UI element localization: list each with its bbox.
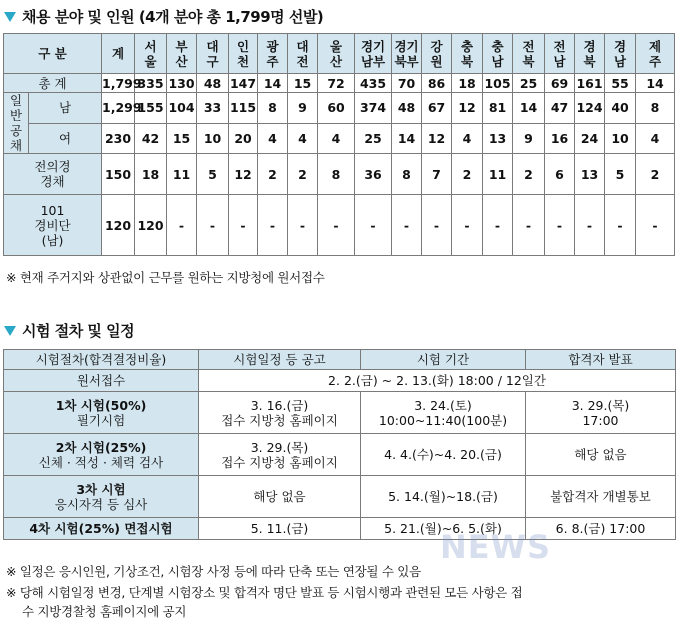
row-label-3: 전의경 경채 — [4, 154, 102, 195]
second-exam-label — [4, 434, 199, 476]
header-region-13: 충 남 — [483, 34, 513, 74]
cell-public-female-10: 12 — [422, 123, 452, 154]
cell-4-17: - — [605, 195, 636, 256]
cell-4-1: 120 — [102, 195, 135, 256]
cell-general-male-2: 104 — [167, 93, 197, 124]
header-region-2: 서 울 — [135, 34, 167, 74]
cell-3-9: 36 — [355, 154, 392, 195]
cell-total-8: 72 — [318, 74, 355, 93]
cell-total-10: 70 — [392, 74, 422, 93]
first-exam-result-time: 17:00 — [582, 412, 619, 428]
header-period: 시험 기간 — [361, 350, 526, 370]
header-region-7: 대 전 — [288, 34, 318, 74]
cell-general-male-9: 48 — [392, 93, 422, 124]
first-exam-period — [361, 392, 526, 434]
table1-header-row — [4, 34, 675, 74]
cell-public-female-0: 230 — [102, 123, 135, 154]
cell-total-16: 161 — [576, 75, 603, 91]
second-exam-period: 4. 4.(수)~4. 20.(금) — [361, 434, 526, 476]
cell-3-13: 11 — [483, 154, 513, 195]
cell-total-15: 69 — [545, 74, 575, 93]
cell-public-female-3: 10 — [197, 123, 229, 154]
table1-row-total — [4, 74, 675, 93]
cell-general-male-0: 1,299 — [102, 93, 135, 124]
cell-general-male-17: 8 — [636, 93, 675, 124]
header-region-14: 전 북 — [513, 34, 545, 74]
header-category: 구 분 — [4, 34, 102, 74]
cell-total-4: 48 — [197, 74, 229, 93]
header-region-5: 인 천 — [229, 34, 258, 74]
cell-4-11: - — [422, 195, 452, 256]
cell-public-female-14: 16 — [545, 123, 575, 154]
cell-total-13: 105 — [484, 75, 511, 91]
cell-public-female-5: 4 — [258, 123, 288, 154]
cell-public-female-16: 10 — [605, 123, 636, 154]
section2-title-text: 시험 절차 및 일정 — [22, 322, 135, 340]
cell-4-3: - — [167, 195, 197, 256]
row-label-general: 일반 공채 — [4, 93, 29, 154]
fourth-exam-label: 4차 시험(25%) 면접시험 — [4, 518, 199, 540]
cell-3-18: 2 — [636, 154, 675, 195]
header-region-6: 광 주 — [258, 34, 288, 74]
cell-public-female-1: 42 — [135, 123, 167, 154]
first-exam-label-line2: 필기시험 — [76, 412, 126, 428]
cell-general-male-10: 67 — [422, 93, 452, 124]
cell-3-17: 5 — [605, 154, 636, 195]
header-region-16: 경 북 — [575, 34, 605, 74]
section2-title — [4, 320, 134, 341]
fourth-exam-period: 5. 21.(월)~6. 5.(화) — [361, 518, 526, 540]
cell-4-12: - — [452, 195, 483, 256]
cell-public-female-2: 15 — [167, 123, 197, 154]
cell-general-male-3: 33 — [197, 93, 229, 124]
cell-public-female-9: 14 — [392, 123, 422, 154]
header-region-8: 울 산 — [318, 34, 355, 74]
cell-4-7: - — [288, 195, 318, 256]
cell-public-female-4: 20 — [229, 123, 258, 154]
second-exam-result: 해당 없음 — [526, 434, 676, 476]
cell-total-3: 130 — [168, 75, 195, 91]
header-procedure: 시험절차(합격결정비율) — [4, 350, 199, 370]
table1-row-conscript — [4, 154, 675, 195]
fourth-exam-notice: 5. 11.(금) — [199, 518, 361, 540]
section1-title-text: 채용 분야 및 인원 (4개 분야 총 1,799명 선발) — [22, 8, 324, 26]
cell-4-13: - — [483, 195, 513, 256]
cell-general-male-6: 9 — [288, 93, 318, 124]
cell-general-male-15: 124 — [575, 93, 605, 124]
cell-total-11: 86 — [422, 74, 452, 93]
cell-4-2: 120 — [135, 195, 167, 256]
cell-3-12: 2 — [452, 154, 483, 195]
second-exam-notice-date: 3. 29.(목) — [250, 439, 309, 455]
table1-row-101-guard — [4, 195, 675, 256]
note-announcement-line1: ※ 당해 시험일정 변경, 단계별 시험장소 및 합격자 명단 발표 등 시험시행과 관련된 모든 사항은 접 — [6, 585, 523, 600]
second-exam-label-line2: 신체 · 적성 · 체력 검사 — [38, 454, 164, 470]
cell-total-14: 25 — [513, 74, 545, 93]
table2-row-second — [4, 434, 676, 476]
cell-3-3: 11 — [167, 154, 197, 195]
cell-3-6: 2 — [258, 154, 288, 195]
reception-label: 원서접수 — [4, 370, 199, 392]
cell-3-15: 6 — [545, 154, 575, 195]
third-exam-period: 5. 14.(월)~18.(금) — [361, 476, 526, 518]
cell-3-7: 2 — [288, 154, 318, 195]
first-exam-result — [526, 392, 676, 434]
cell-4-15: - — [545, 195, 575, 256]
cell-3-8: 8 — [318, 154, 355, 195]
header-region-3: 부 산 — [167, 34, 197, 74]
third-exam-result: 불합격자 개별통보 — [526, 476, 676, 518]
third-exam-label-line2: 응시자격 등 심사 — [54, 496, 148, 512]
note-application-anywhere: ※ 현재 주거지와 상관없이 근무를 원하는 지방청에 원서접수 — [6, 270, 325, 285]
first-exam-period-time: 10:00~11:40(100분) — [378, 412, 508, 428]
second-exam-notice-place: 접수 지방청 홈페이지 — [221, 454, 338, 470]
row-label-male: 남 — [29, 93, 102, 124]
recruitment-table — [3, 33, 675, 256]
row-label-4: 101 경비단 (남) — [4, 195, 102, 256]
cell-public-female-7: 4 — [318, 123, 355, 154]
triangle-bullet-icon — [4, 12, 16, 22]
table2-row-reception — [4, 370, 676, 392]
table2-row-first — [4, 392, 676, 434]
header-region-12: 충 북 — [452, 34, 483, 74]
first-exam-label-line1: 1차 시험(50%) — [55, 397, 147, 413]
cell-3-2: 18 — [135, 154, 167, 195]
section1-title — [4, 6, 323, 27]
table2-row-fourth — [4, 518, 676, 540]
header-region-17: 경 남 — [605, 34, 636, 74]
cell-total-9: 435 — [355, 74, 392, 93]
second-exam-notice — [199, 434, 361, 476]
cell-3-1: 150 — [102, 154, 135, 195]
note-schedule-change: ※ 일정은 응시인원, 기상조건, 시험장 사정 등에 따라 단축 또는 연장될 수 있음 — [6, 564, 421, 579]
table1-row-general-female — [4, 123, 675, 154]
cell-general-male-7: 60 — [318, 93, 355, 124]
triangle-bullet-icon — [4, 326, 16, 336]
first-exam-period-date: 3. 24.(토) — [414, 397, 472, 413]
second-exam-label-line1: 2차 시험(25%) — [55, 439, 147, 455]
cell-total-17: 55 — [605, 74, 636, 93]
table1-row-general-male — [4, 93, 675, 124]
header-region-18: 제 주 — [636, 34, 675, 74]
schedule-table — [3, 349, 676, 540]
cell-total-5: 147 — [229, 75, 257, 91]
header-region-11: 강 원 — [422, 34, 452, 74]
cell-public-female-13: 9 — [513, 123, 545, 154]
cell-4-6: - — [258, 195, 288, 256]
cell-4-14: - — [513, 195, 545, 256]
cell-general-male-4: 115 — [229, 93, 258, 124]
cell-general-male-14: 47 — [545, 93, 575, 124]
cell-3-14: 2 — [513, 154, 545, 195]
cell-4-18: - — [636, 195, 675, 256]
news-watermark: NEWS — [440, 528, 551, 566]
third-exam-notice: 해당 없음 — [199, 476, 361, 518]
header-notice: 시험일정 등 공고 — [199, 350, 361, 370]
row-label-female: 여 — [29, 123, 102, 154]
cell-general-male-5: 8 — [258, 93, 288, 124]
cell-public-female-8: 25 — [355, 123, 392, 154]
cell-3-11: 7 — [422, 154, 452, 195]
header-region-1: 계 — [102, 34, 135, 74]
cell-general-male-11: 12 — [452, 93, 483, 124]
header-region-9: 경기 남부 — [355, 34, 392, 74]
header-result: 합격자 발표 — [526, 350, 676, 370]
cell-4-5: - — [229, 195, 258, 256]
first-exam-notice — [199, 392, 361, 434]
third-exam-label — [4, 476, 199, 518]
cell-general-male-8: 374 — [355, 93, 392, 124]
cell-general-male-1: 155 — [135, 93, 167, 124]
row-label-total: 총 계 — [4, 74, 102, 93]
header-region-10: 경기 북부 — [392, 34, 422, 74]
fourth-exam-result: 6. 8.(금) 17:00 — [526, 518, 676, 540]
header-region-4: 대 구 — [197, 34, 229, 74]
cell-total-12: 18 — [452, 74, 483, 93]
cell-3-16: 13 — [575, 154, 605, 195]
reception-value: 2. 2.(금) ~ 2. 13.(화) 18:00 / 12일간 — [199, 370, 676, 392]
third-exam-label-line1: 3차 시험 — [76, 481, 126, 497]
cell-4-10: - — [392, 195, 422, 256]
first-exam-notice-date: 3. 16.(금) — [250, 397, 309, 413]
first-exam-result-date: 3. 29.(목) — [571, 397, 630, 413]
cell-total-1: 1,799 — [102, 75, 142, 91]
cell-3-5: 12 — [229, 154, 258, 195]
cell-public-female-6: 4 — [288, 123, 318, 154]
cell-3-10: 8 — [392, 154, 422, 195]
cell-total-2: 335 — [135, 74, 167, 93]
cell-public-female-11: 4 — [452, 123, 483, 154]
note-announcement-line2: 수 지방경찰청 홈페이지에 공지 — [22, 604, 187, 619]
cell-general-male-12: 81 — [483, 93, 513, 124]
cell-4-9: - — [355, 195, 392, 256]
cell-4-16: - — [575, 195, 605, 256]
cell-3-4: 5 — [197, 154, 229, 195]
cell-total-6: 14 — [258, 74, 288, 93]
cell-4-4: - — [197, 195, 229, 256]
table2-header-row — [4, 350, 676, 370]
cell-public-female-12: 13 — [483, 123, 513, 154]
first-exam-notice-place: 접수 지방청 홈페이지 — [221, 412, 338, 428]
cell-total-7: 15 — [288, 74, 318, 93]
table2-row-third — [4, 476, 676, 518]
cell-general-male-16: 40 — [605, 93, 636, 124]
cell-public-female-15: 24 — [575, 123, 605, 154]
cell-4-8: - — [318, 195, 355, 256]
first-exam-label — [4, 392, 199, 434]
header-region-15: 전 남 — [545, 34, 575, 74]
cell-general-male-13: 14 — [513, 93, 545, 124]
cell-total-18: 14 — [636, 74, 675, 93]
cell-public-female-17: 4 — [636, 123, 675, 154]
